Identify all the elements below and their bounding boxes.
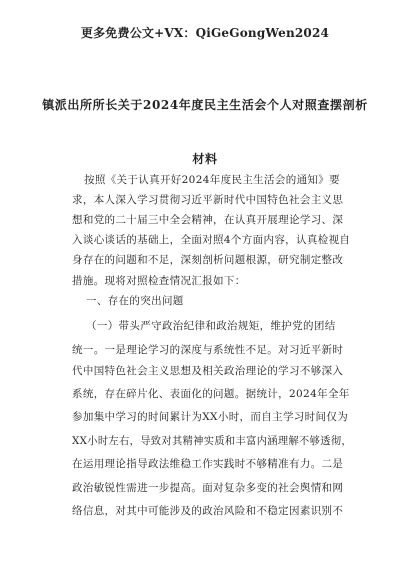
document-title-continuation: 材料 [192, 152, 218, 166]
body-line: 参加集中学习的时间累计为XX小时，而自主学习时间仅为 [72, 411, 349, 423]
body-line: 在运用理论指导政法维稳工作实践时不够精准有力。二是 [72, 458, 344, 470]
body-line: 政治敏锐性需进一步提高。面对复杂多变的社会舆情和网 [72, 482, 344, 494]
body-line: 身存在的问题和不足，深刻剖析问题根源，研究制定整改 [72, 254, 344, 266]
body-line: 入谈心谈话的基础上，全面对照4个方面内容，认真检视自 [72, 234, 351, 246]
body-line: 统一。一是理论学习的深度与系统性不足。对习近平新时 [72, 344, 344, 356]
promo-header: 更多免费公文+VX：QiGeGongWen2024 [80, 26, 330, 40]
body-line: 措施。现将对照检查情况汇报如下： [72, 275, 246, 287]
document-title: 镇派出所所长关于2024年度民主生活会个人对照查摆剖析 [42, 98, 368, 112]
section-heading: 一、存在的突出问题 [86, 295, 184, 307]
body-line: XX小时左右，导致对其精神实质和丰富内涵理解不够透彻， [72, 435, 352, 447]
body-line: 想和党的二十届三中全会精神，在认真开展理论学习、深 [72, 214, 344, 226]
body-line: 按照《关于认真开好2024年度民主生活会的通知》要 [84, 174, 340, 186]
body-line: 系统，存在碎片化、表面化的问题。据统计，2024年全年 [72, 388, 350, 400]
body-line: 求，本人深入学习贯彻习近平新时代中国特色社会主义思 [72, 194, 344, 206]
body-line: 代中国特色社会主义思想及相关政治理论的学习不够深入 [72, 365, 344, 377]
body-line: 络信息，对其中可能涉及的政治风险和不稳定因素识别不 [72, 505, 344, 517]
subsection-line: （一）带头严守政治纪律和政治规矩，维护党的团结 [86, 320, 336, 332]
